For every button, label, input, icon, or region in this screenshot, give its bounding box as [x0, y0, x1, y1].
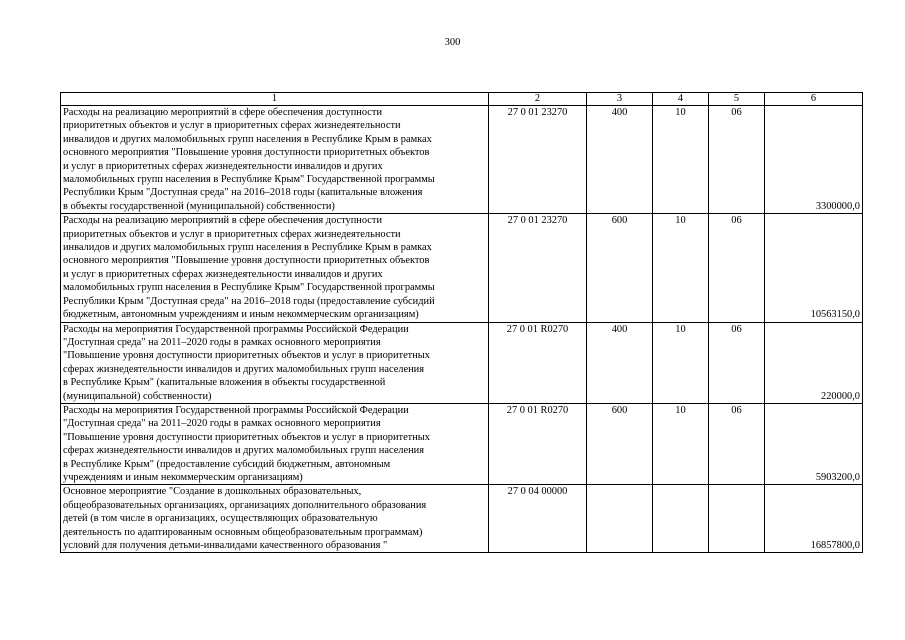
row-amount: 16857800,0 — [765, 485, 863, 553]
row-description: Основное мероприятие "Создание в дошкольных образовательных, общеобразовательных организациях, организациях дополнительного образования детей (в том числе в организациях, осуществляющих образовательную деятельность по адаптированным основным общеобразовательным программам) условий для получения детьми-инвалидами качественного образования " — [61, 485, 489, 553]
row-expense-type: 400 — [587, 322, 653, 403]
table-row — [61, 322, 863, 403]
column-header-3: 3 — [587, 93, 653, 106]
column-header-5: 5 — [709, 93, 765, 106]
row-expense-type: 600 — [587, 403, 653, 484]
row-amount: 5903200,0 — [765, 403, 863, 484]
row-subsection: 06 — [709, 322, 765, 403]
row-budget-code: 27 0 04 00000 — [489, 485, 587, 553]
row-amount: 10563150,0 — [765, 214, 863, 322]
row-expense-type: 400 — [587, 106, 653, 214]
row-budget-code: 27 0 01 R0270 — [489, 322, 587, 403]
row-budget-code: 27 0 01 R0270 — [489, 403, 587, 484]
row-amount: 3300000,0 — [765, 106, 863, 214]
row-description: Расходы на реализацию мероприятий в сфере обеспечения доступности приоритетных объектов и услуг в приоритетных сферах жизнедеятельности инвалидов и других маломобильных групп населения в Республике Крым в рамках основного мероприятия "Повышение уровня доступности приоритетных объектов и услуг в приоритетных сферах жизнедеятельности инвалидов и других маломобильных групп населения в Республике Крым" Государственной программы Республики Крым "Доступная среда" на 2016–2018 годы (капитальные вложения в объекты государственной (муниципальной) собственности) — [61, 106, 489, 214]
table-row — [61, 403, 863, 484]
row-subsection: 06 — [709, 214, 765, 322]
table-row — [61, 214, 863, 322]
table-row — [61, 485, 863, 553]
row-subsection: 06 — [709, 403, 765, 484]
budget-table — [60, 92, 863, 553]
row-description: Расходы на реализацию мероприятий в сфере обеспечения доступности приоритетных объектов и услуг в приоритетных сферах жизнедеятельности инвалидов и других маломобильных групп населения в Республике Крым в рамках основного мероприятия "Повышение уровня доступности приоритетных объектов и услуг в приоритетных сферах жизнедеятельности инвалидов и других маломобильных групп населения в Республике Крым" Государственной программы Республики Крым "Доступная среда" на 2016–2018 годы (предоставление субсидий бюджетным, автономным учреждениям и иным некоммерческим организациям) — [61, 214, 489, 322]
row-description: Расходы на мероприятия Государственной программы Российской Федерации "Доступная среда" на 2011–2020 годы в рамках основного мероприятия "Повышение уровня доступности приоритетных объектов и услуг в приоритетных сферах жизнедеятельности инвалидов и других маломобильных групп населения в Республике Крым" (предоставление субсидий бюджетным, автономным учреждениям и иным некоммерческим организациям) — [61, 403, 489, 484]
row-section: 10 — [653, 403, 709, 484]
column-header-1: 1 — [61, 93, 489, 106]
row-subsection — [709, 485, 765, 553]
column-header-2: 2 — [489, 93, 587, 106]
column-header-4: 4 — [653, 93, 709, 106]
table-header-row — [61, 93, 863, 106]
row-section — [653, 485, 709, 553]
row-budget-code: 27 0 01 23270 — [489, 214, 587, 322]
row-expense-type: 600 — [587, 214, 653, 322]
row-section: 10 — [653, 106, 709, 214]
table-row — [61, 106, 863, 214]
row-budget-code: 27 0 01 23270 — [489, 106, 587, 214]
row-subsection: 06 — [709, 106, 765, 214]
row-section: 10 — [653, 214, 709, 322]
row-description: Расходы на мероприятия Государственной программы Российской Федерации "Доступная среда" на 2011–2020 годы в рамках основного мероприятия "Повышение уровня доступности приоритетных объектов и услуг в приоритетных сферах жизнедеятельности инвалидов и других маломобильных групп населения в Республике Крым" (капитальные вложения в объекты государственной (муниципальной) собственности) — [61, 322, 489, 403]
row-section: 10 — [653, 322, 709, 403]
page-number: 300 — [444, 37, 461, 48]
column-header-6: 6 — [765, 93, 863, 106]
row-amount: 220000,0 — [765, 322, 863, 403]
row-expense-type — [587, 485, 653, 553]
